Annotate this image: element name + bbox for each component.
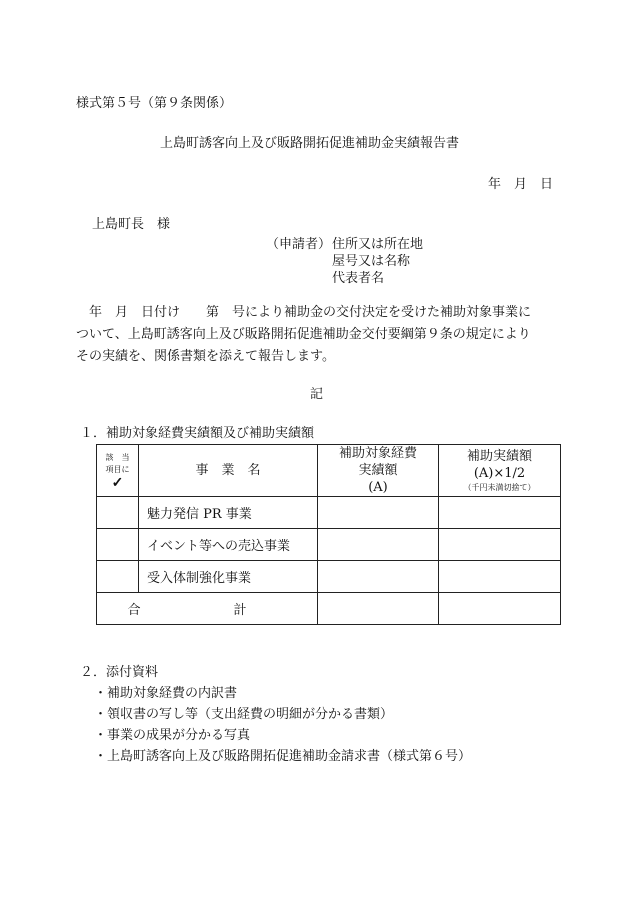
date-line: 年 月 日 [488,177,554,192]
cost-header-line1: 補助対象経費 [338,446,417,461]
amount-cell[interactable] [439,529,561,561]
cost-header-line3: (A) [368,480,388,495]
check-cell[interactable] [97,497,139,529]
applicant-name: 屋号又は名称 [332,254,411,269]
list-item: ・事業の成果が分かる写真 [94,728,251,743]
amount-header-line2: (A)×1/2 [473,465,526,481]
amount-cell[interactable] [439,497,561,529]
table-header-row [97,445,561,497]
total-cost-cell[interactable] [318,593,439,625]
total-label-cell [97,593,318,625]
form-label: 様式第５号（第９条関係） [76,96,233,111]
applicant-label: （申請者） [266,237,332,252]
applicant-representative: 代表者名 [332,271,385,286]
project-name-cell: 受入体制強化事業 [139,561,318,593]
table-row [97,497,561,529]
list-item: ・補助対象経費の内訳書 [94,686,238,701]
section2-heading: ２．添付資料 [80,665,159,680]
addressee: 上島町長 様 [92,217,171,232]
amount-cell[interactable] [439,561,561,593]
checkmark-icon: ✓ [111,474,124,491]
expense-table [96,444,561,625]
project-name-header: 事 業 名 [139,445,318,497]
cost-cell[interactable] [318,561,439,593]
total-label: 合 計 [127,603,287,618]
attachment-list [94,683,471,767]
check-header-line2: 項目に [105,464,130,474]
project-name-cell: 魅力発信 PR 事業 [139,497,318,529]
project-name-cell: イベント等への売込事業 [139,529,318,561]
document-title: 上島町誘客向上及び販路開拓促進補助金実績報告書 [160,136,460,151]
body-line: 年 月 日付け 第 号により補助金の交付決定を受けた補助対象事業に [89,305,532,320]
table-row [97,529,561,561]
ki-label: 記 [310,387,324,402]
body-line: その実績を、関係書類を添えて報告します。 [76,349,335,364]
check-header-line1: 該 当 [105,452,130,462]
table-total-row [97,593,561,625]
table-row [97,561,561,593]
amount-header-line1: 補助実績額 [466,448,532,464]
cost-cell[interactable] [318,529,439,561]
total-amount-cell[interactable] [439,593,561,625]
cost-cell[interactable] [318,497,439,529]
body-paragraph [76,302,560,368]
list-item: ・領収書の写し等（支出経費の明細が分かる書類） [94,707,394,722]
check-header-cell [97,445,139,497]
cost-header-line2: 実績額 [358,463,398,478]
list-item: ・上島町誘客向上及び販路開拓促進補助金請求書（様式第６号） [94,749,472,764]
check-cell[interactable] [97,561,139,593]
check-cell[interactable] [97,529,139,561]
amount-header-line3: （千円未満切捨て） [463,482,536,492]
body-line: ついて、上島町誘客向上及び販路開拓促進補助金交付要綱第９条の規定により [76,327,531,342]
applicant-address: 住所又は所在地 [332,237,424,252]
cost-header-cell [318,445,439,497]
amount-header-cell [439,445,561,497]
section1-heading: １．補助対象経費実績額及び補助実績額 [80,426,315,441]
